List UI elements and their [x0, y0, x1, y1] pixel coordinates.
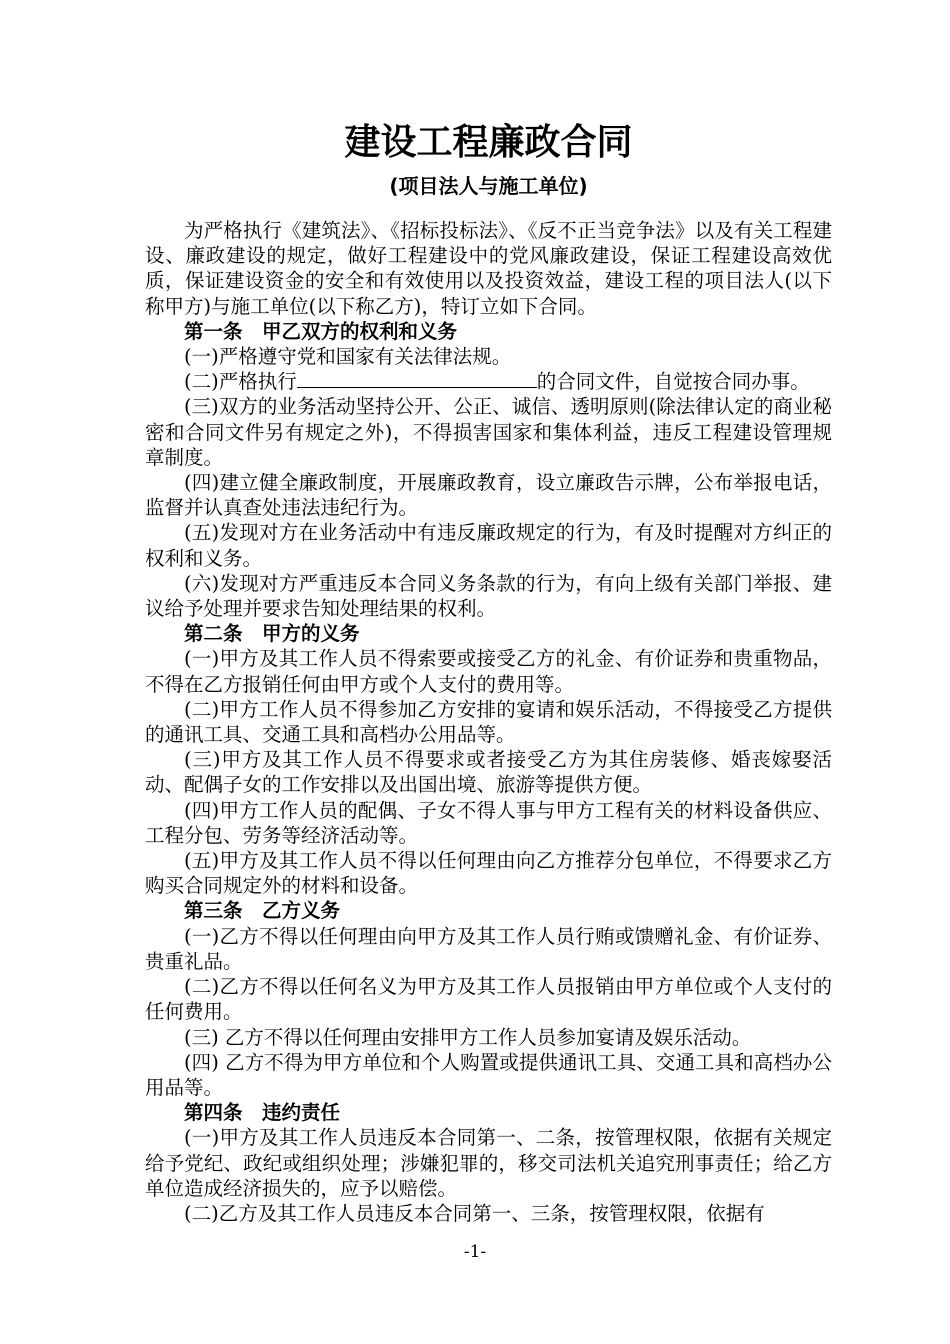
article-2-heading — [145, 621, 832, 646]
article-2-item-2: (二)甲方工作人员不得参加乙方安排的宴请和娱乐活动，不得接受乙方提供的通讯工具、交通工具和高档办公用品等。 — [145, 697, 832, 747]
article-1-title: 甲乙双方的权利和义务 — [262, 319, 458, 343]
article-3-number: 第三条 — [184, 899, 243, 923]
article-3-item-2: (二)乙方不得以任何名义为甲方及其工作人员报销由甲方单位或个人支付的任何费用。 — [145, 975, 832, 1024]
article-3-title: 乙方义务 — [262, 899, 341, 923]
article-1-item-5: (五)发现对方在业务活动中有违反廉政规定的行为，有及时提醒对方纠正的权利和义务。 — [145, 521, 832, 570]
document-body — [145, 218, 832, 1226]
article-2-number: 第二条 — [184, 622, 243, 646]
contract-name-blank-line — [297, 369, 537, 388]
article-1-item-6: (六)发现对方严重违反本合同义务条款的行为，有向上级有关部门举报、建议给予处理并要求告知处理结果的权利。 — [145, 571, 832, 621]
article-4-item-2: (二)乙方及其工作人员违反本合同第一、三条，按管理权限，依据有 — [184, 1201, 765, 1225]
article-4-item-1: (一)甲方及其工作人员违反本合同第一、二条，按管理权限，依据有关规定给予党纪、政纪或组织处理；涉嫌犯罪的，移交司法机关追究刑事责任；给乙方单位造成经济损失的，应予以赔偿。 — [145, 1126, 832, 1200]
article-1-number: 第一条 — [184, 319, 243, 343]
article-1-item-2-before: (二)严格执行 — [184, 370, 297, 394]
article-2-item-3: (三)甲方及其工作人员不得要求或者接受乙方为其住房装修、婚丧嫁娶活动、配偶子女的工作安排以及出国出境、旅游等提供方便。 — [145, 748, 832, 797]
article-1-item-3: (三)双方的业务活动坚持公开、公正、诚信、透明原则(除法律认定的商业秘密和合同文件另有规定之外)，不得损害国家和集体利益，违反工程建设管理规章制度。 — [145, 395, 832, 469]
article-4-number: 第四条 — [184, 1101, 243, 1125]
article-1-item-4: (四)建立健全廉政制度，开展廉政教育，设立廉政告示牌，公布举报电话，监督并认真查处违法违纪行为。 — [145, 471, 832, 520]
article-1-item-2-after: 的合同文件，自觉按合同办事。 — [536, 370, 810, 394]
article-4-heading — [145, 1100, 832, 1125]
article-1-heading — [145, 319, 832, 344]
page-number: -1- — [463, 1242, 487, 1262]
article-4-title: 违约责任 — [262, 1101, 341, 1125]
document-title: 建设工程廉政合同 — [344, 122, 633, 163]
preamble-paragraph: 为严格执行《建筑法》、《招标投标法》、《反不正当竞争法》以及有关工程建设、廉政建设的规定，做好工程建设中的党风廉政建设，保证工程建设高效优质，保证建设资金的安全和有效使用以及投资效益，建设工程的项目法人(以下称甲方)与施工单位(以下称乙方)，特订立如下合同。 — [145, 219, 832, 318]
article-2-title: 甲方的义务 — [262, 622, 360, 646]
article-3-item-3: (三) 乙方不得以任何理由安排甲方工作人员参加宴请及娱乐活动。 — [184, 1025, 752, 1049]
article-3-item-4: (四) 乙方不得为甲方单位和个人购置或提供通讯工具、交通工具和高档办公用品等。 — [145, 1050, 832, 1099]
article-1-item-1: (一)严格遵守党和国家有关法律法规。 — [184, 345, 512, 369]
article-2-item-4: (四)甲方工作人员的配偶、子女不得人事与甲方工程有关的材料设备供应、工程分包、劳务等经济活动等。 — [145, 798, 832, 847]
article-1-item-2 — [145, 369, 832, 394]
article-3-item-1: (一)乙方不得以任何理由向甲方及其工作人员行贿或馈赠礼金、有价证券、贵重礼品。 — [145, 924, 832, 973]
article-2-item-1: (一)甲方及其工作人员不得索要或接受乙方的礼金、有价证券和贵重物品，不得在乙方报销任何由甲方或个人支付的费用等。 — [145, 647, 832, 696]
article-3-heading — [145, 898, 832, 923]
document-subtitle: (项目法人与施工单位) — [389, 174, 588, 198]
article-2-item-5: (五)甲方及其工作人员不得以任何理由向乙方推荐分包单位，不得要求乙方购买合同规定外的材料和设备。 — [145, 849, 832, 898]
